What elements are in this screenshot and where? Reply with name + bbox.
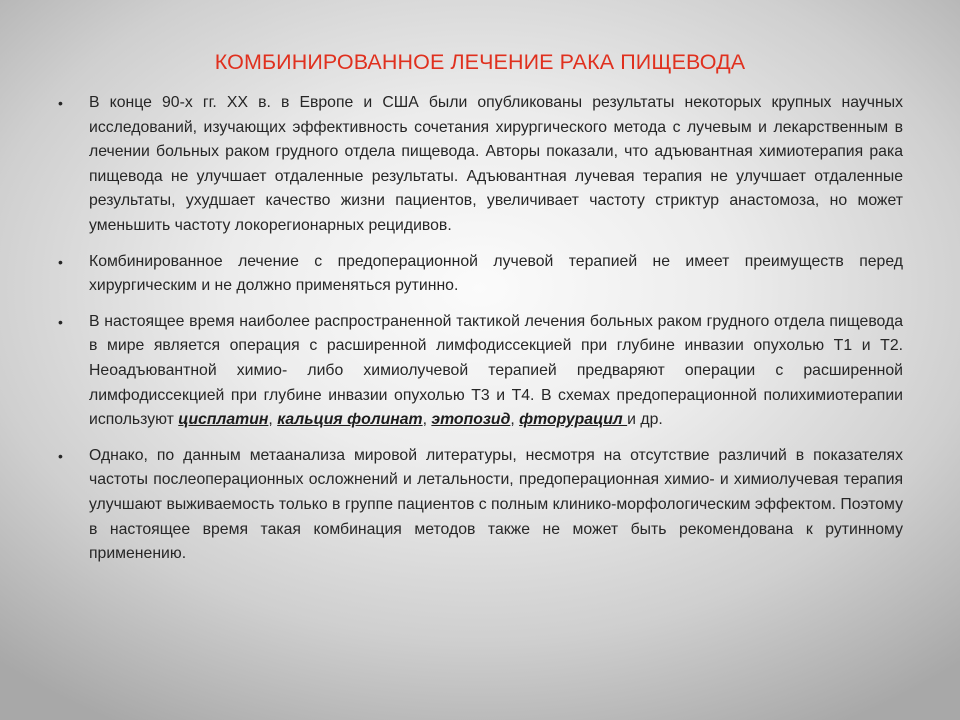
paragraph-text: В конце 90-х гг. XX в. в Европе и США были опубликованы результаты некоторых крупных научных исследований, изучающих эффективность сочетания хирургического метода с лучевым и лекарственным в лечении больных раком грудного отдела пищевода. Авторы показали, что адъювантная химиотерапия рака пищевода не улучшает отдаленные результаты. Адъювантная лучевая терапия не улучшает отдаленные результаты, ухудшает качество жизни пациентов, увеличивает частоту стриктур анастомоза, но может уменьшить частоту локорегионарных рецидивов. [89, 94, 903, 234]
drug-link-calcium-folinate[interactable]: кальция фолинат [277, 411, 423, 429]
drug-link-fluorouracil[interactable]: фторурацил [519, 411, 628, 429]
paragraph-text: Комбинированное лечение с предоперационной лучевой терапией не имеет преимуществ перед хирургическим и не должно применяться рутинно. [89, 252, 903, 295]
paragraph-text: В настоящее время наиболее распространенной тактикой лечения больных раком грудного отдела пищевода в мире является операция с расширенной лимфодиссекцией при глубине инвазии опухолью Т1 и Т2. Неоадъювантной химио- либо химиолучевой терапией предваряют операции с расширенной лимфодиссекцией при глубине инвазии опухолью Т3 и Т4. В схемах предоперационной полихимиотерапии используют [89, 312, 903, 429]
drug-separator: , [510, 411, 520, 429]
drug-separator: , [422, 411, 432, 429]
paragraph-text: Однако, по данным метаанализа мировой литературы, несмотря на отсутствие различий в показателях частоты послеоперационных осложнений и летальности, предоперационная химио- и химиолучевая терапия улучшают выживаемость только в группе пациентов с полным клинико-морфологическим эффектом. Поэтому в настоящее время такая комбинация методов также не может быть рекомендована к рутинному применению. [89, 446, 903, 563]
bullet-icon: • [58, 447, 63, 464]
drug-link-etoposide[interactable]: этопозид [431, 411, 511, 429]
drug-list [178, 411, 662, 428]
slide-title: КОМБИНИРОВАННОЕ ЛЕЧЕНИЕ РАКА ПИЩЕВОДА [214, 50, 746, 74]
list-item [58, 91, 903, 239]
drug-separator: , [268, 411, 278, 429]
bullet-list [58, 91, 903, 578]
drug-link-cisplatin[interactable]: цисплатин [178, 411, 269, 429]
list-item [58, 250, 903, 299]
drug-list-tail: и др. [627, 411, 663, 429]
bullet-icon: • [58, 313, 63, 330]
list-item [58, 444, 903, 567]
bullet-icon: • [58, 95, 63, 111]
bullet-icon: • [58, 253, 63, 270]
list-item [58, 310, 903, 433]
